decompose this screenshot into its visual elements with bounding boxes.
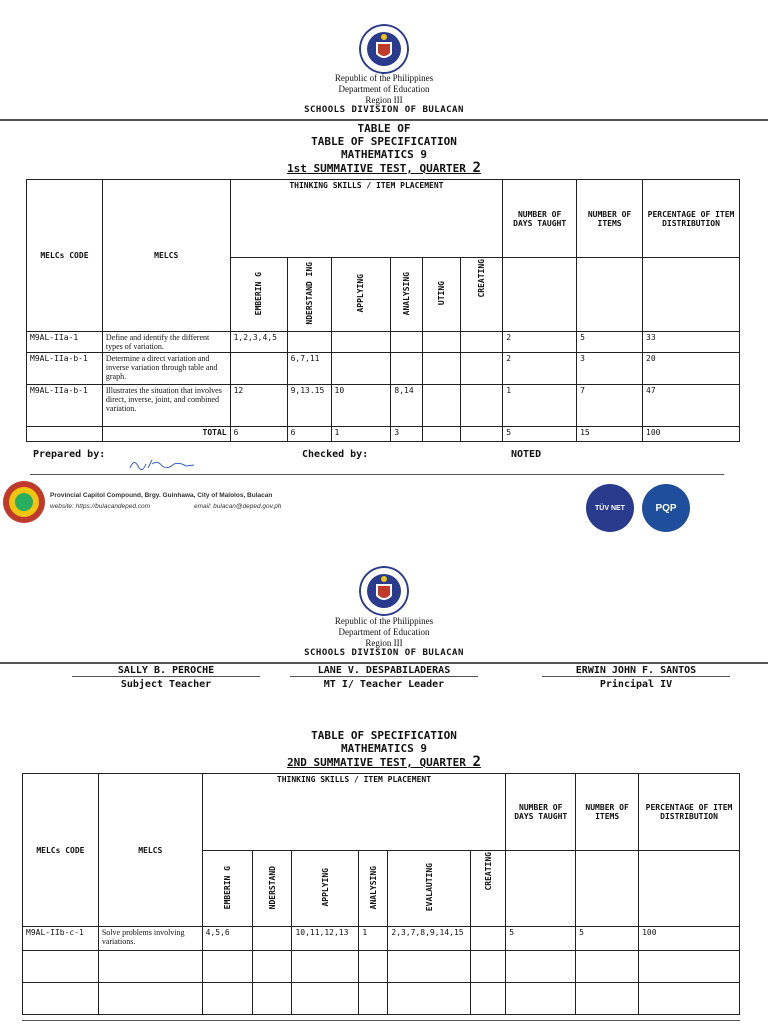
division-text: SCHOOLS DIVISION OF BULACAN [304,105,464,115]
skill-value: 2,3,7,8,9,14,15 [388,927,471,951]
blank-cell [576,851,639,927]
items-value: 5 [576,927,639,951]
region-text: Region III [365,638,403,648]
republic-text: Republic of the Philippines [334,616,434,626]
items-value: 5 [577,332,643,353]
signature-image [128,456,198,472]
title-line2: TABLE OF SPECIFICATION [311,135,457,148]
skill-value [331,353,391,385]
bulacan-seal-icon [2,480,46,524]
items-value: 3 [577,353,643,385]
col-thinking-skills: THINKING SKILLS / ITEM PLACEMENT [202,774,506,851]
skill-value [423,332,461,353]
pct-value: 47 [643,385,740,427]
items-value: 7 [577,385,643,427]
table-row-empty [23,951,740,983]
skill-value [461,353,503,385]
skill-value: 8,14 [391,385,423,427]
skill-understanding: NDERSTAND ING [287,258,331,332]
col-thinking-skills: THINKING SKILLS / ITEM PLACEMENT [230,180,503,258]
skill-value [391,332,423,353]
col-num-items: NUMBER OF ITEMS [576,774,639,851]
skill-total: 6 [287,427,331,442]
days-value: 2 [503,353,577,385]
pct-value: 100 [639,927,740,951]
deped-seal-icon [359,24,409,74]
table-row [27,385,740,427]
pct-value: 20 [643,353,740,385]
division-text: SCHOOLS DIVISION OF BULACAN [304,648,464,658]
melc-text: Illustrates the situation that involves direct, inverse, joint, and combined variation. [102,385,230,427]
melc-text: Determine a direct variation and inverse variation through table and graph. [102,353,230,385]
skill-analysing: ANALYSING [359,851,388,927]
skill-value [230,353,287,385]
col-days-taught: NUMBER OF DAYS TAUGHT [503,180,577,258]
title-line2: TABLE OF SPECIFICATION [311,729,457,742]
skill-value: 10,11,12,13 [292,927,359,951]
skill-creating: CREATING [471,851,506,927]
skill-value [423,353,461,385]
melc-code: M9AL-IIb-c-1 [23,927,99,951]
blank-cell [577,258,643,332]
melc-code: M9AL-IIa-b-1 [27,353,103,385]
items-total: 15 [577,427,643,442]
blank-cell [506,851,576,927]
test-title: 1st SUMMATIVE TEST, QUARTER 2 [287,160,481,176]
signatory-name: SALLY B. PEROCHE [72,665,260,677]
total-row [27,427,740,442]
col-percentage: PERCENTAGE OF ITEM DISTRIBUTION [643,180,740,258]
skill-remembering: EMBERIN G [202,851,252,927]
table-row-empty [23,983,740,1015]
table-row [23,927,740,951]
blank-cell [639,851,740,927]
days-value: 2 [503,332,577,353]
pqa-badge-icon: PQP [642,484,690,532]
deped-seal-icon [359,566,409,616]
prepared-by-label: Prepared by: [33,449,106,460]
skill-total [461,427,503,442]
signatory-role: Principal IV [599,679,673,690]
pct-value: 33 [643,332,740,353]
melc-code: M9AL-IIa-b-1 [27,385,103,427]
signatory-role: Subject Teacher [120,679,212,690]
skill-value [252,927,292,951]
col-percentage: PERCENTAGE OF ITEM DISTRIBUTION [639,774,740,851]
republic-text: Republic of the Philippines [334,73,434,83]
skill-total [423,427,461,442]
header-divider [0,662,768,664]
col-num-items: NUMBER OF ITEMS [577,180,643,258]
skill-value: 4,5,6 [202,927,252,951]
table-row [27,332,740,353]
skill-value [461,332,503,353]
skill-evaluating: UTING [423,258,461,332]
skill-applying: APPLYING [292,851,359,927]
days-value: 1 [503,385,577,427]
col-melcs-code: MELCs CODE [23,774,99,927]
header-divider [0,119,768,121]
footer-divider [30,474,724,475]
days-value: 5 [506,927,576,951]
skill-applying: APPLYING [331,258,391,332]
melc-text: Solve problems involving variations. [98,927,202,951]
blank-cell [643,258,740,332]
noted-label: NOTED [511,449,542,460]
tos-table-1 [26,179,740,442]
skill-value: 1 [359,927,388,951]
tos-table-2 [22,773,740,1015]
skill-value: 9,13.15 [287,385,331,427]
department-text: Department of Education [338,627,430,637]
skill-value: 6,7,11 [287,353,331,385]
skill-creating: CREATING [461,258,503,332]
checked-by-label: Checked by: [302,449,369,460]
signatory-name: LANE V. DESPABILADERAS [290,665,478,677]
col-melcs: MELCS [98,774,202,927]
department-text: Department of Education [338,84,430,94]
subject-title: MATHEMATICS 9 [340,148,428,161]
col-melcs: MELCS [102,180,230,332]
skill-total: 6 [230,427,287,442]
footer-website: website: https://bulacandeped.com [50,503,151,510]
skill-value [331,332,391,353]
skill-value [423,385,461,427]
test-title: 2ND SUMMATIVE TEST, QUARTER 2 [287,754,481,770]
skill-value: 10 [331,385,391,427]
skill-analysing: ANALYSING [391,258,423,332]
skill-total: 3 [391,427,423,442]
skill-total: 1 [331,427,391,442]
days-total: 5 [503,427,577,442]
bottom-divider [22,1020,740,1021]
melc-code: M9AL-IIa-1 [27,332,103,353]
pct-total: 100 [643,427,740,442]
skill-value: 1,2,3,4,5 [230,332,287,353]
skill-value: 12 [230,385,287,427]
skill-value [287,332,331,353]
skill-value [461,385,503,427]
total-label: TOTAL [102,427,230,442]
signatory-role: MT I/ Teacher Leader [323,679,445,690]
melc-text: Define and identify the different types of variation. [102,332,230,353]
signatory-name: ERWIN JOHN F. SANTOS [542,665,730,677]
region-text: Region III [365,95,403,105]
subject-title: MATHEMATICS 9 [340,742,428,755]
skill-evaluating: EVALAUTING [388,851,471,927]
footer-address: Provincial Capitol Compound, Brgy. Guinhawa, City of Malolos, Bulacan [50,492,273,499]
skill-understanding: NDERSTAND [252,851,292,927]
skill-remembering: EMBERIN G [230,258,287,332]
blank-cell [503,258,577,332]
iqnet-badge-icon: TÜV NET [586,484,634,532]
col-days-taught: NUMBER OF DAYS TAUGHT [506,774,576,851]
col-melcs-code: MELCs CODE [27,180,103,332]
table-row [27,353,740,385]
footer-email: email: bulacan@deped.gov.ph [194,503,282,510]
skill-value [471,927,506,951]
blank-cell [27,427,103,442]
skill-value [391,353,423,385]
title-line1: TABLE OF [357,122,411,135]
